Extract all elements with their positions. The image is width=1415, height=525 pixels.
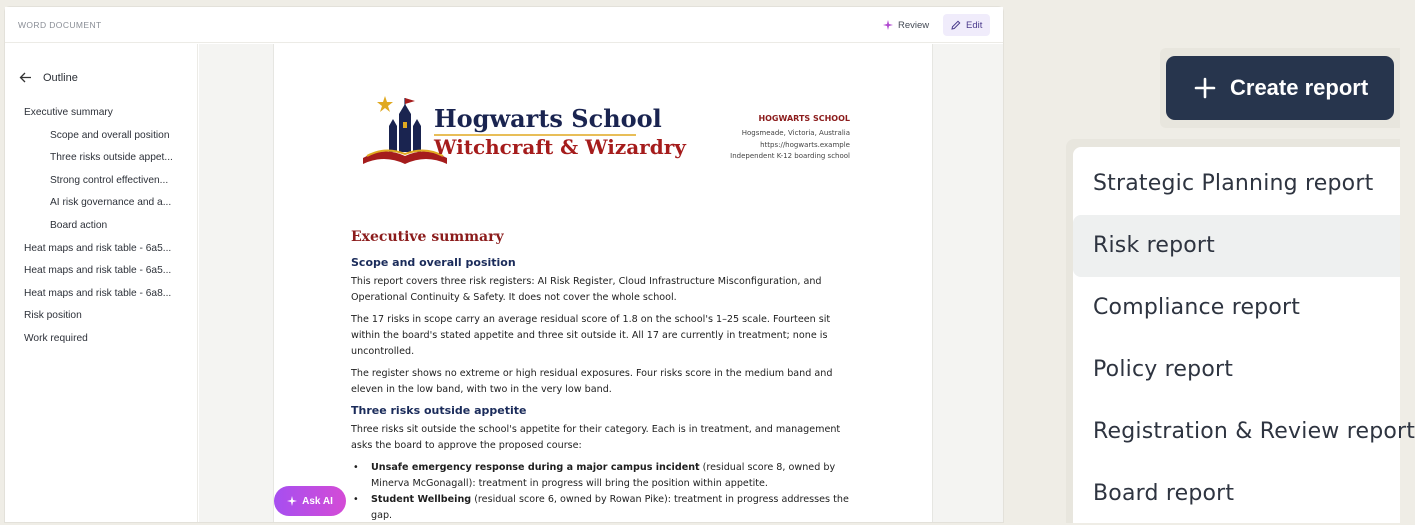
- document-canvas: [199, 44, 1003, 522]
- risk-list: [351, 460, 851, 524]
- paragraph: This report covers three risk registers: AI Risk Register, Cloud Infrastructure Misconfiguration, and Operational Continuity & Safety. It does not cover the whole school.: [351, 276, 822, 303]
- plus-icon: [1194, 77, 1216, 99]
- list-item-bold: Student Wellbeing: [371, 494, 472, 505]
- create-report-container: [1160, 48, 1400, 128]
- sparkle-icon: [287, 496, 297, 506]
- outline-list: [5, 102, 198, 351]
- school-type: Independent K-12 boarding school: [730, 152, 850, 160]
- ask-ai-label: Ask AI: [302, 495, 333, 507]
- school-location: Hogsmeade, Victoria, Australia: [741, 129, 850, 137]
- menu-item-registration-review[interactable]: Registration & Review report: [1093, 419, 1415, 444]
- school-url: https://hogwarts.example: [760, 140, 850, 149]
- menu-item-risk-report[interactable]: Risk report: [1073, 215, 1400, 277]
- school-name: HOGWARTS SCHOOL: [758, 114, 850, 123]
- school-logo: [359, 92, 686, 172]
- outline-item-executive-summary[interactable]: Executive summary: [24, 107, 113, 118]
- document-content: [351, 229, 851, 524]
- review-button[interactable]: [875, 14, 937, 36]
- edit-button[interactable]: [943, 14, 990, 36]
- create-report-button[interactable]: [1166, 56, 1394, 120]
- outline-item-heat-maps-3[interactable]: Heat maps and risk table - 6a8...: [24, 287, 172, 299]
- document-page: [273, 44, 933, 522]
- menu-item-strategic-planning[interactable]: Strategic Planning report: [1093, 171, 1374, 196]
- list-item-bold: Unsafe emergency response during a major campus incident: [371, 462, 700, 473]
- paragraph: The register shows no extreme or high residual exposures. Four risks score in the medium band and eleven in the low band, with two in the very low band.: [351, 368, 833, 395]
- logo-line1: Hogwarts School: [434, 104, 662, 133]
- list-item: [351, 460, 851, 492]
- outline-item-heat-maps-2[interactable]: Heat maps and risk table - 6a5...: [24, 265, 172, 277]
- heading-three-risks: Three risks outside appetite: [351, 404, 527, 417]
- menu-item-policy[interactable]: Policy report: [1093, 357, 1234, 382]
- document-type-label: WORD DOCUMENT: [18, 20, 102, 30]
- sparkle-icon: [883, 20, 893, 30]
- document-window: [4, 6, 1004, 523]
- review-label: Review: [898, 19, 930, 31]
- paragraph: The 17 risks in scope carry an average residual score of 1.8 on the school's 1–25 scale. Fourteen sit within the board's stated appetite and three sit outside it. All 17 are currently in treatment; none is uncontrolled.: [351, 314, 831, 357]
- list-item-text: (residual score 8, owned by Minerva McGonagall): treatment in progress will bring the position within appetite.: [371, 462, 836, 489]
- outline-sidebar: [5, 44, 198, 522]
- outline-item-three-risks[interactable]: Three risks outside appet...: [50, 152, 173, 164]
- report-menu: [1073, 147, 1415, 523]
- list-item: [351, 492, 851, 524]
- outline-item-risk-position[interactable]: Risk position: [24, 310, 82, 322]
- outline-title: Outline: [43, 71, 78, 84]
- outline-item-strong-control[interactable]: Strong control effectiven...: [50, 174, 169, 186]
- outline-item-scope[interactable]: Scope and overall position: [50, 129, 170, 141]
- heading-executive-summary: Executive summary: [351, 229, 504, 245]
- outline-header: [19, 71, 78, 84]
- back-arrow-icon[interactable]: [19, 71, 32, 84]
- pencil-icon: [951, 20, 961, 30]
- create-report-label: Create report: [1230, 75, 1369, 100]
- edit-label: Edit: [966, 19, 983, 31]
- outline-item-board-action[interactable]: Board action: [50, 219, 108, 231]
- document-header: [5, 7, 1003, 43]
- logo-line2: Witchcraft & Wizardry: [434, 135, 686, 159]
- menu-item-compliance[interactable]: Compliance report: [1093, 295, 1301, 320]
- heading-scope: Scope and overall position: [351, 256, 516, 269]
- paragraph: Three risks sit outside the school's appetite for their category. Each is in treatment, and management asks the board to approve the proposed course:: [351, 424, 841, 451]
- outline-item-ai-risk[interactable]: AI risk governance and a...: [50, 197, 172, 209]
- list-item-text: (residual score 6, owned by Rowan Pike): treatment in progress addresses the gap.: [371, 494, 849, 521]
- menu-item-board[interactable]: Board report: [1093, 481, 1235, 506]
- outline-item-work-required[interactable]: Work required: [24, 332, 88, 344]
- school-info: [730, 114, 850, 163]
- report-menu-container: [1066, 139, 1415, 523]
- outline-item-heat-maps-1[interactable]: Heat maps and risk table - 6a5...: [24, 242, 172, 254]
- ask-ai-button[interactable]: [274, 486, 346, 516]
